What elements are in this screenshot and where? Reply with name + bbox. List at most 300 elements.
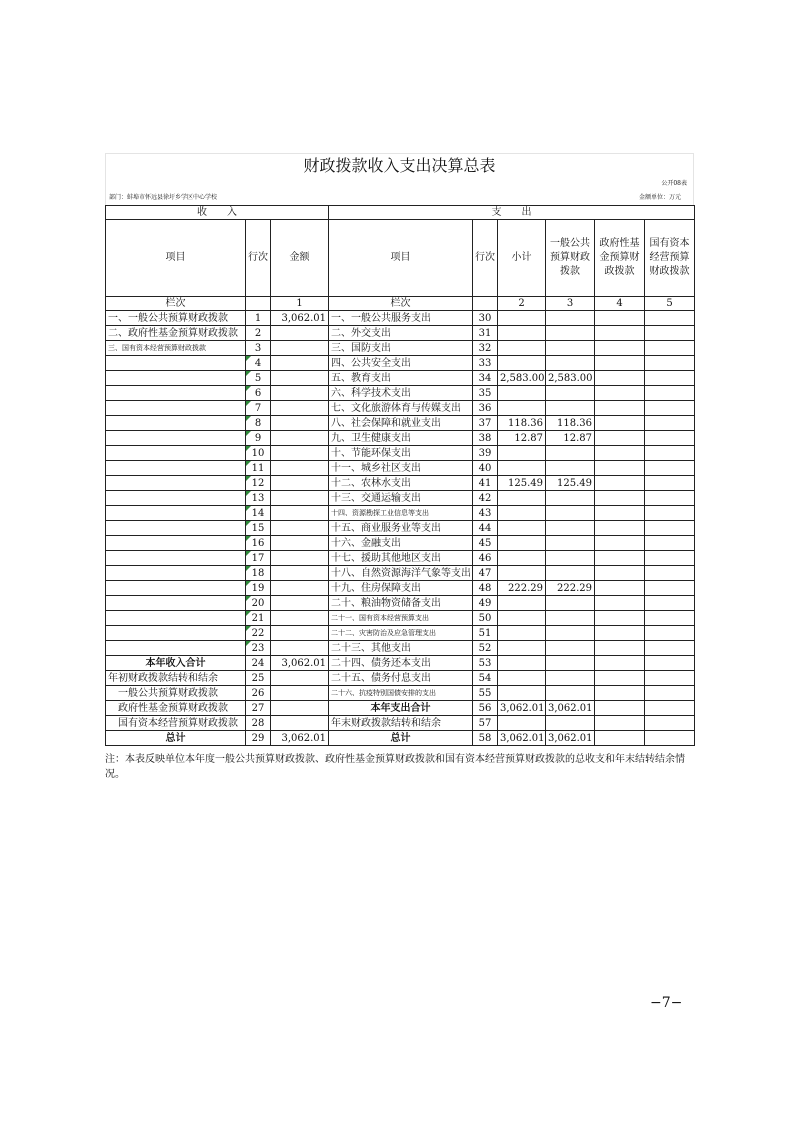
expense-row-number: 34 [473,371,498,386]
general-budget-amount: 3,062.01 [546,701,595,716]
gov-fund-amount [595,446,645,461]
state-capital-header: 国有资本经营预算财政拨款 [645,220,695,297]
expense-item: 总计 [329,731,473,746]
income-amount [271,536,329,551]
expense-item: 一、一般公共服务支出 [329,311,473,326]
subtotal-amount [498,551,546,566]
income-row-number: 14 [246,506,271,521]
general-budget-amount [546,611,595,626]
state-capital-amount [645,341,695,356]
gov-fund-amount [595,626,645,641]
state-capital-amount [645,506,695,521]
income-amount [271,491,329,506]
income-row-number: 1 [246,311,271,326]
income-row-number: 20 [246,596,271,611]
expense-item: 十一、城乡社区支出 [329,461,473,476]
income-item [106,581,246,596]
subtotal-amount [498,611,546,626]
table-row [106,356,695,371]
gov-fund-amount [595,716,645,731]
state-capital-amount [645,641,695,656]
column-index-3: 3 [546,297,595,311]
income-row-number: 19 [246,581,271,596]
expense-row-number: 37 [473,416,498,431]
expense-item: 二十一、国有资本经营预算支出 [329,611,473,626]
expense-item: 十八、自然资源海洋气象等支出 [329,566,473,581]
expense-row-number: 58 [473,731,498,746]
general-budget-amount [546,566,595,581]
general-budget-amount [546,536,595,551]
subtotal-amount [498,521,546,536]
income-amount-header: 金额 [271,220,329,297]
income-item: 总计 [106,731,246,746]
table-row [106,656,695,671]
gov-fund-amount [595,581,645,596]
general-budget-amount [546,401,595,416]
expense-row-number: 55 [473,686,498,701]
table-row [106,506,695,521]
table-row [106,341,695,356]
state-capital-amount [645,491,695,506]
state-capital-amount [645,476,695,491]
income-item [106,401,246,416]
column-index-blank [246,297,271,311]
income-amount [271,701,329,716]
table-row [106,446,695,461]
income-amount [271,626,329,641]
state-capital-amount [645,656,695,671]
income-item [106,611,246,626]
general-budget-amount [546,551,595,566]
subtotal-amount [498,596,546,611]
income-item: 一、一般公共预算财政拨款 [106,311,246,326]
gov-fund-amount [595,656,645,671]
expense-item: 本年支出合计 [329,701,473,716]
income-item [106,521,246,536]
expense-item: 二十六、抗疫特别国债安排的支出 [329,686,473,701]
subtotal-amount [498,566,546,581]
gov-fund-amount [595,641,645,656]
subtotal-amount [498,386,546,401]
general-budget-amount: 2,583.00 [546,371,595,386]
income-amount [271,371,329,386]
state-capital-amount [645,356,695,371]
income-amount [271,506,329,521]
income-row-number: 27 [246,701,271,716]
expense-row-number: 31 [473,326,498,341]
subtotal-amount [498,446,546,461]
income-amount [271,341,329,356]
form-number: 公开08表 [105,177,694,191]
table-row [106,386,695,401]
general-budget-header: 一般公共预算财政拨款 [546,220,595,297]
table-row [106,626,695,641]
expense-row-number: 57 [473,716,498,731]
income-item: 政府性基金预算财政拨款 [106,701,246,716]
subtotal-amount [498,506,546,521]
subtotal-amount [498,626,546,641]
income-amount [271,596,329,611]
general-budget-amount [546,446,595,461]
income-amount [271,716,329,731]
gov-fund-amount [595,566,645,581]
income-amount [271,476,329,491]
income-row-number: 24 [246,656,271,671]
subtotal-amount [498,686,546,701]
income-row-number: 26 [246,686,271,701]
gov-fund-amount [595,371,645,386]
expense-row-number: 50 [473,611,498,626]
expense-row-number: 44 [473,521,498,536]
table-row [106,461,695,476]
income-item: 三、国有资本经营预算财政拨款 [106,341,246,356]
state-capital-amount [645,731,695,746]
gov-fund-amount [595,356,645,371]
expense-row-number: 39 [473,446,498,461]
table-row [106,491,695,506]
gov-fund-amount [595,551,645,566]
expense-item: 十、节能环保支出 [329,446,473,461]
expense-row-number: 33 [473,356,498,371]
income-item [106,551,246,566]
gov-fund-amount [595,461,645,476]
general-budget-amount [546,716,595,731]
state-capital-amount [645,566,695,581]
income-row-number: 11 [246,461,271,476]
state-capital-amount [645,626,695,641]
expense-item: 十九、住房保障支出 [329,581,473,596]
expense-row-number: 48 [473,581,498,596]
table-row [106,551,695,566]
general-budget-amount [546,671,595,686]
income-amount [271,521,329,536]
expense-item: 十二、农林水支出 [329,476,473,491]
gov-fund-amount [595,401,645,416]
expense-row-number: 47 [473,566,498,581]
expense-row-number: 43 [473,506,498,521]
general-budget-amount: 12.87 [546,431,595,446]
expense-item: 十三、交通运输支出 [329,491,473,506]
gov-fund-amount [595,341,645,356]
general-budget-amount [546,686,595,701]
income-row-number: 8 [246,416,271,431]
subtotal-header: 小计 [498,220,546,297]
table-row [106,566,695,581]
state-capital-amount [645,536,695,551]
table-row [106,701,695,716]
income-item [106,596,246,611]
income-row-number: 23 [246,641,271,656]
expense-item: 二、外交支出 [329,326,473,341]
income-amount [271,326,329,341]
general-budget-amount [546,596,595,611]
gov-fund-amount [595,476,645,491]
state-capital-amount [645,611,695,626]
general-budget-amount [546,656,595,671]
income-row-number: 17 [246,551,271,566]
income-item [106,626,246,641]
general-budget-amount [546,461,595,476]
income-header: 收 入 [106,206,329,220]
gov-fund-amount [595,671,645,686]
income-item [106,386,246,401]
state-capital-amount [645,431,695,446]
general-budget-amount: 125.49 [546,476,595,491]
general-budget-amount: 118.36 [546,416,595,431]
gov-fund-amount [595,611,645,626]
income-amount: 3,062.01 [271,311,329,326]
state-capital-amount [645,326,695,341]
expense-item: 八、社会保障和就业支出 [329,416,473,431]
subtotal-amount: 118.36 [498,416,546,431]
expense-row-number: 51 [473,626,498,641]
income-amount [271,611,329,626]
gov-fund-amount [595,431,645,446]
expense-item: 七、文化旅游体育与传媒支出 [329,401,473,416]
expense-row-number: 54 [473,671,498,686]
income-row-number: 29 [246,731,271,746]
income-item [106,566,246,581]
state-capital-amount [645,521,695,536]
table-row [106,641,695,656]
subtotal-amount: 3,062.01 [498,701,546,716]
expense-item: 四、公共安全支出 [329,356,473,371]
gov-fund-amount [595,521,645,536]
table-title: 财政拨款收入支出决算总表 [105,153,694,177]
income-item [106,431,246,446]
income-amount [271,356,329,371]
income-item [106,446,246,461]
income-item: 年初财政拨款结转和结余 [106,671,246,686]
expense-row-number: 42 [473,491,498,506]
expense-item: 二十五、债务付息支出 [329,671,473,686]
expense-header: 支 出 [329,206,695,220]
income-row-number: 21 [246,611,271,626]
expense-item: 十四、资源勘探工业信息等支出 [329,506,473,521]
general-budget-amount [546,521,595,536]
state-capital-amount [645,701,695,716]
expense-row-number: 36 [473,401,498,416]
column-index-4: 4 [595,297,645,311]
expense-row-number: 53 [473,656,498,671]
gov-fund-amount [595,701,645,716]
state-capital-amount [645,416,695,431]
expense-item: 三、国防支出 [329,341,473,356]
income-amount [271,581,329,596]
table-row [106,311,695,326]
subtotal-amount [498,401,546,416]
subtotal-amount: 222.29 [498,581,546,596]
general-budget-amount [546,491,595,506]
subtotal-amount [498,641,546,656]
expense-item: 十七、援助其他地区支出 [329,551,473,566]
table-row [106,326,695,341]
income-row-number: 25 [246,671,271,686]
income-row-number: 3 [246,341,271,356]
general-budget-amount [546,356,595,371]
income-amount [271,446,329,461]
column-index-5: 5 [645,297,695,311]
expense-item: 五、教育支出 [329,371,473,386]
table-row [106,521,695,536]
state-capital-amount [645,371,695,386]
column-index-label: 栏次 [106,297,246,311]
income-amount [271,431,329,446]
income-amount [271,551,329,566]
income-item [106,461,246,476]
income-row-number: 2 [246,326,271,341]
expense-item: 年末财政拨款结转和结余 [329,716,473,731]
income-amount [271,401,329,416]
table-row [106,716,695,731]
general-budget-amount: 222.29 [546,581,595,596]
state-capital-amount [645,311,695,326]
income-amount [271,671,329,686]
expense-row-number: 38 [473,431,498,446]
income-item: 二、政府性基金预算财政拨款 [106,326,246,341]
department-name: 部门：蚌埠市怀远县徐圩乡学区中心学校 [109,194,218,201]
expense-row-number: 35 [473,386,498,401]
table-row [106,536,695,551]
income-row-number: 10 [246,446,271,461]
income-item-header: 项目 [106,220,246,297]
income-row-number: 18 [246,566,271,581]
subtotal-amount [498,461,546,476]
expense-item: 二十二、灾害防治及应急管理支出 [329,626,473,641]
income-row-number: 22 [246,626,271,641]
subtotal-amount [498,311,546,326]
general-budget-amount [546,626,595,641]
income-row-number: 7 [246,401,271,416]
subtotal-amount: 2,583.00 [498,371,546,386]
gov-fund-amount [595,506,645,521]
gov-fund-amount [595,491,645,506]
income-amount: 3,062.01 [271,731,329,746]
subtotal-amount: 125.49 [498,476,546,491]
expense-row-number: 32 [473,341,498,356]
table-row [106,371,695,386]
income-item: 本年收入合计 [106,656,246,671]
income-row-number: 9 [246,431,271,446]
expense-row-number: 52 [473,641,498,656]
income-item [106,476,246,491]
income-amount: 3,062.01 [271,656,329,671]
expense-item-header: 项目 [329,220,473,297]
general-budget-amount [546,386,595,401]
subtotal-amount [498,671,546,686]
page-number: −7− [650,995,683,1011]
table-row [106,671,695,686]
department-line [105,191,694,205]
income-item: 国有资本经营预算财政拨款 [106,716,246,731]
gov-fund-amount [595,386,645,401]
budget-summary-table [105,205,695,746]
income-rowno-header: 行次 [246,220,271,297]
column-index-2: 2 [498,297,546,311]
subtotal-amount: 3,062.01 [498,731,546,746]
expense-row-number: 41 [473,476,498,491]
income-item [106,371,246,386]
income-item [106,416,246,431]
income-row-number: 5 [246,371,271,386]
gov-fund-amount [595,686,645,701]
state-capital-amount [645,686,695,701]
income-item: 一般公共预算财政拨款 [106,686,246,701]
general-budget-amount [546,506,595,521]
income-row-number: 13 [246,491,271,506]
income-row-number: 12 [246,476,271,491]
table-row [106,686,695,701]
general-budget-amount [546,341,595,356]
table-row [106,731,695,746]
table-row [106,431,695,446]
state-capital-amount [645,581,695,596]
expense-item: 十五、商业服务业等支出 [329,521,473,536]
table-row [106,581,695,596]
expense-row-number: 49 [473,596,498,611]
subtotal-amount [498,536,546,551]
subtotal-amount [498,326,546,341]
subtotal-amount [498,716,546,731]
state-capital-amount [645,446,695,461]
income-row-number: 16 [246,536,271,551]
expense-item: 二十三、其他支出 [329,641,473,656]
income-item [106,506,246,521]
table-row [106,416,695,431]
income-item [106,491,246,506]
expense-row-number: 40 [473,461,498,476]
state-capital-amount [645,596,695,611]
table-note: 注：本表反映单位本年度一般公共预算财政拨款、政府性基金预算财政拨款和国有资本经营预算财政拨款的总收支和年末结转结余情况。 [105,754,685,780]
gov-fund-amount [595,536,645,551]
state-capital-amount [645,671,695,686]
gov-fund-amount [595,731,645,746]
state-capital-amount [645,551,695,566]
income-row-number: 28 [246,716,271,731]
column-index-blank [473,297,498,311]
table-row [106,611,695,626]
expense-item: 二十四、债务还本支出 [329,656,473,671]
income-row-number: 4 [246,356,271,371]
general-budget-amount [546,641,595,656]
table-row [106,401,695,416]
income-amount [271,641,329,656]
expense-item: 九、卫生健康支出 [329,431,473,446]
column-index-label: 栏次 [329,297,473,311]
income-row-number: 15 [246,521,271,536]
general-budget-amount [546,326,595,341]
expense-item: 十六、金融支出 [329,536,473,551]
expense-item: 六、科学技术支出 [329,386,473,401]
income-item [106,536,246,551]
income-amount [271,386,329,401]
gov-fund-amount [595,326,645,341]
expense-item: 二十、粮油物资储备支出 [329,596,473,611]
subtotal-amount [498,341,546,356]
income-amount [271,461,329,476]
income-amount [271,416,329,431]
gov-fund-header: 政府性基金预算财政拨款 [595,220,645,297]
table-row [106,476,695,491]
gov-fund-amount [595,416,645,431]
state-capital-amount [645,716,695,731]
state-capital-amount [645,386,695,401]
income-item [106,356,246,371]
table-row [106,596,695,611]
gov-fund-amount [595,596,645,611]
income-item [106,641,246,656]
subtotal-amount [498,491,546,506]
